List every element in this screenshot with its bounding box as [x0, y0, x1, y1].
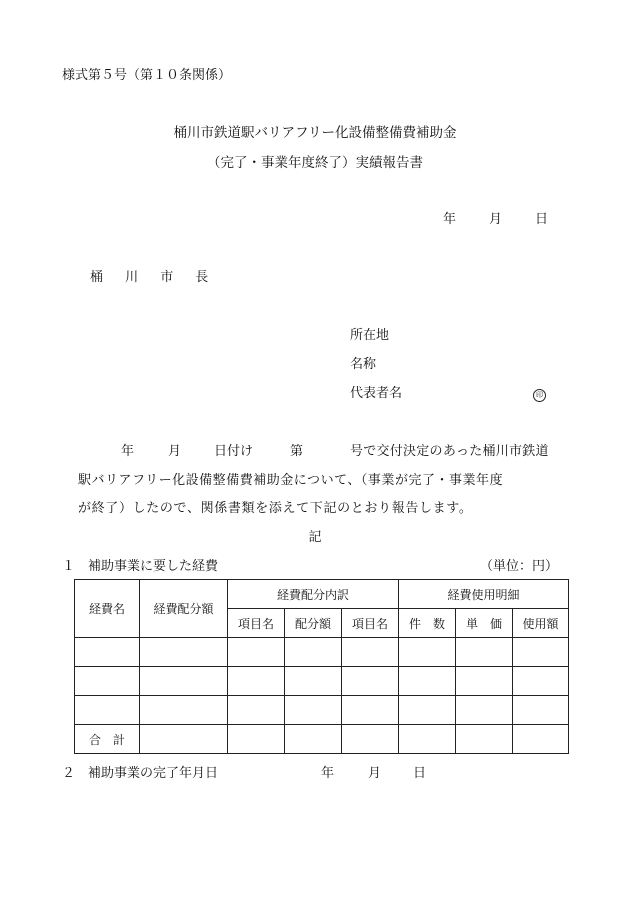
- subheader-item-1: 項目名: [228, 609, 285, 638]
- table-cell[interactable]: [285, 638, 342, 667]
- table-cell[interactable]: [228, 638, 285, 667]
- date-year: 年: [443, 212, 457, 227]
- table-row: [75, 638, 569, 667]
- table-cell[interactable]: [140, 725, 228, 754]
- table-header-row: [75, 580, 569, 609]
- ki-label: 記: [308, 530, 322, 545]
- table-cell[interactable]: [228, 667, 285, 696]
- body-no: 第: [290, 444, 304, 459]
- completion-month: 月: [368, 766, 382, 781]
- table-cell[interactable]: [285, 667, 342, 696]
- header-usage: 経費使用明細: [399, 580, 569, 609]
- table-cell[interactable]: [228, 725, 285, 754]
- table-row: [75, 667, 569, 696]
- table-cell[interactable]: [399, 696, 456, 725]
- completion-day: 日: [413, 766, 427, 781]
- date-day: 日: [535, 212, 549, 227]
- name-label: 名称: [350, 357, 377, 372]
- table-cell[interactable]: [228, 696, 285, 725]
- table-cell[interactable]: [140, 638, 228, 667]
- header-expense-name: 経費名: [75, 580, 140, 638]
- table-cell[interactable]: [75, 696, 140, 725]
- body-date: 日付け: [214, 444, 254, 459]
- subheader-count: 件 数: [399, 609, 456, 638]
- table-cell[interactable]: [456, 725, 513, 754]
- address-label: 所在地: [350, 328, 390, 343]
- table-cell[interactable]: [140, 667, 228, 696]
- table-cell[interactable]: [75, 667, 140, 696]
- total-label: 合 計: [75, 725, 140, 754]
- unit-label: （単位：円）: [480, 559, 559, 574]
- subheader-item-2: 項目名: [342, 609, 399, 638]
- table-cell[interactable]: [399, 638, 456, 667]
- table-cell[interactable]: [513, 725, 569, 754]
- table-cell[interactable]: [456, 638, 513, 667]
- table-cell[interactable]: [75, 638, 140, 667]
- date-month: 月: [489, 212, 503, 227]
- header-allocation: 経費配分額: [140, 580, 228, 638]
- title-line-2: （完了・事業年度終了）実績報告書: [207, 155, 423, 171]
- section-2-heading: ２ 補助事業の完了年月日: [62, 766, 219, 781]
- table-cell[interactable]: [399, 667, 456, 696]
- table-cell[interactable]: [342, 696, 399, 725]
- table-cell[interactable]: [456, 667, 513, 696]
- body-line-2: 駅バリアフリー化設備整備費補助金について、（事業が完了・事業年度: [78, 473, 504, 488]
- subheader-usage: 使用額: [513, 609, 569, 638]
- completion-year: 年: [321, 766, 335, 781]
- body-month: 月: [168, 444, 182, 459]
- seal-icon: 印: [533, 389, 546, 402]
- table-cell[interactable]: [140, 696, 228, 725]
- table-cell[interactable]: [342, 638, 399, 667]
- subheader-amount: 配分額: [285, 609, 342, 638]
- table-cell[interactable]: [399, 725, 456, 754]
- table-cell[interactable]: [342, 667, 399, 696]
- table-cell[interactable]: [513, 638, 569, 667]
- header-breakdown: 経費配分内訳: [228, 580, 399, 609]
- table-cell[interactable]: [285, 696, 342, 725]
- representative-label: 代表者名: [350, 386, 403, 401]
- table-cell[interactable]: [285, 725, 342, 754]
- body-line-3: が終了）したので、関係書類を添えて下記のとおり報告します。: [78, 501, 473, 516]
- seal-mark: [533, 387, 546, 402]
- form-number: 様式第５号（第１０条関係）: [62, 68, 232, 83]
- table-row: [75, 696, 569, 725]
- body-rest: 号で交付決定のあった桶川市鉄道: [350, 444, 549, 459]
- body-year: 年: [121, 444, 135, 459]
- section-1-heading: １ 補助事業に要した経費: [62, 559, 219, 574]
- table-total-row: [75, 725, 569, 754]
- table-cell[interactable]: [342, 725, 399, 754]
- expense-table: [74, 579, 569, 754]
- table-cell[interactable]: [513, 696, 569, 725]
- subheader-unit-price: 単 価: [456, 609, 513, 638]
- addressee: 桶 川 市 長: [90, 270, 213, 285]
- table-cell[interactable]: [456, 696, 513, 725]
- table-cell[interactable]: [513, 667, 569, 696]
- title-line-1: 桶川市鉄道駅バリアフリー化設備整備費補助金: [173, 125, 457, 141]
